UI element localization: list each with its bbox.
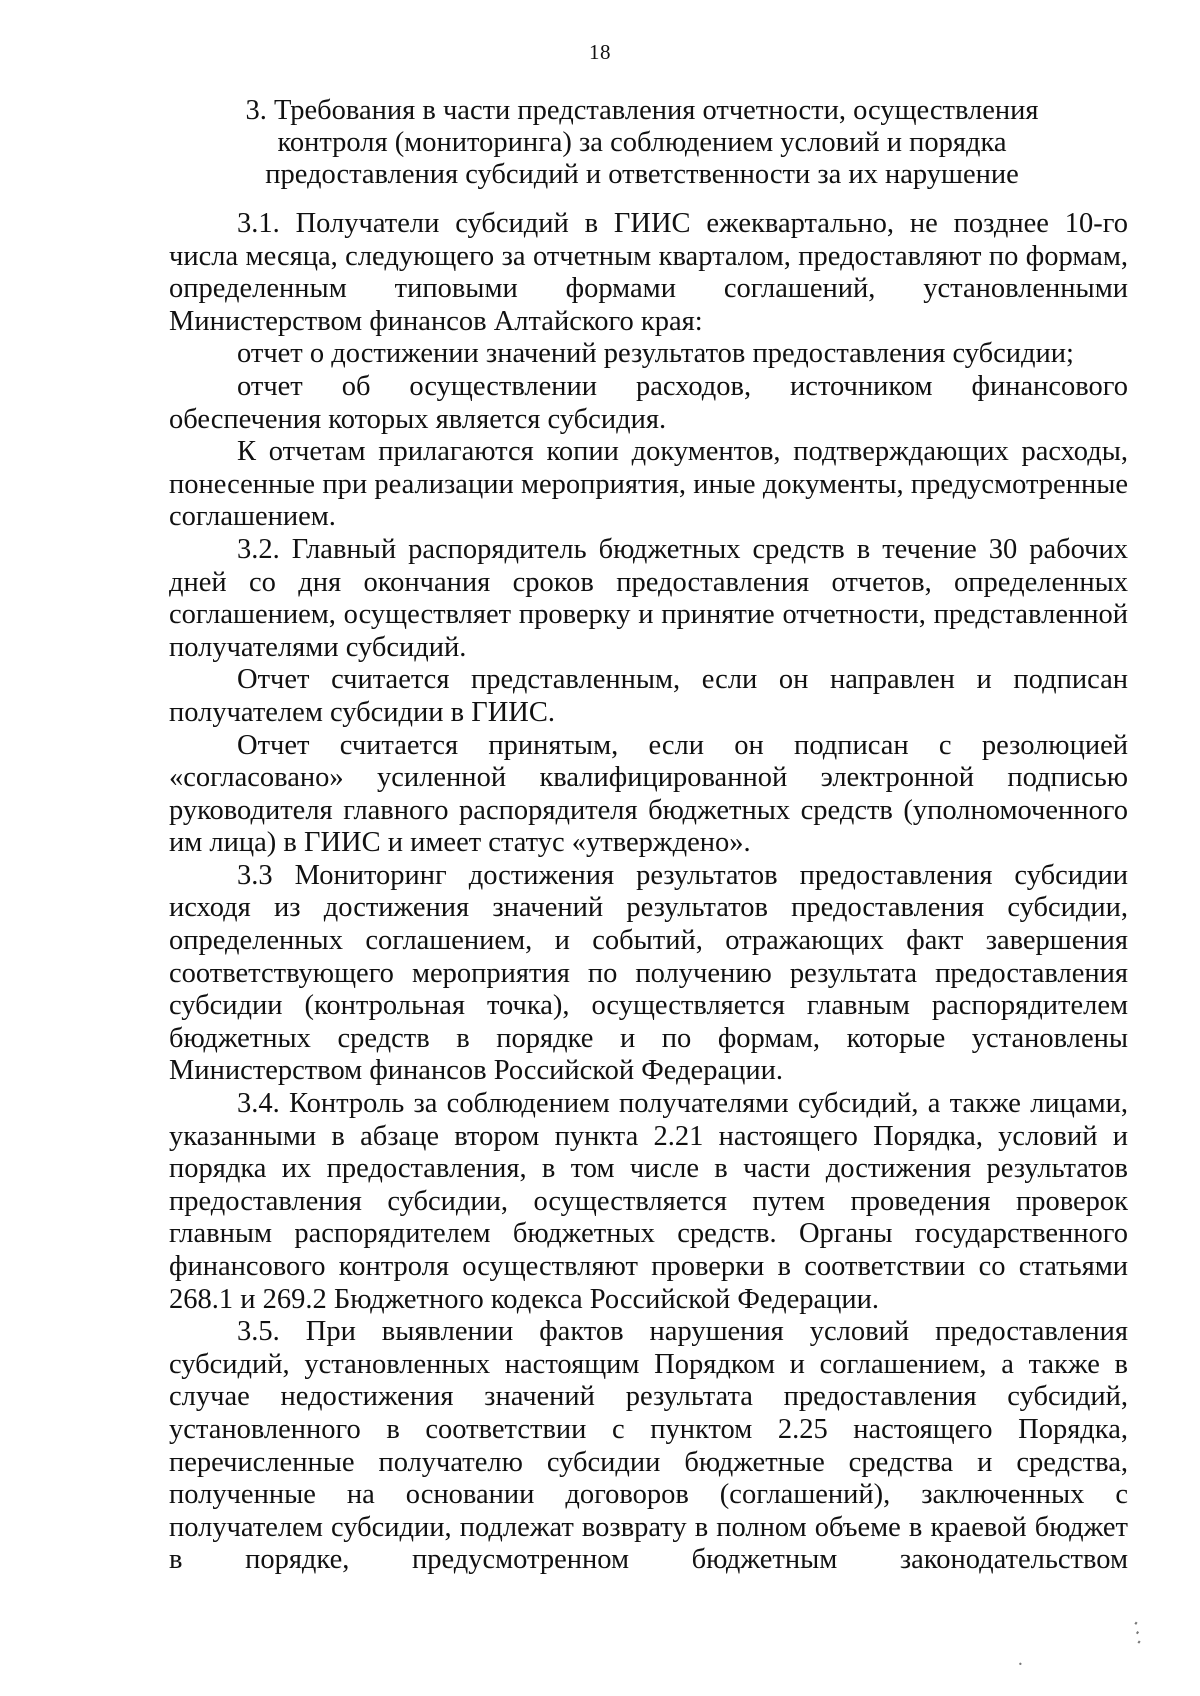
paragraph-3-4: 3.4. Контроль за соблюдением получателями субсидий, а также лицами, указанными в абзаце втором пункта 2.21 настоящего Порядка, условий и порядка их предоставления, в том числе в части достижения результатов предоставления субсидии, осуществляется путем проведения проверок главным распорядителем бюджетных средств. Органы государственного финансового контроля осуществляют проверки в соответствии со статьями 268.1 и 269.2 Бюджетного кодекса Российской Федерации.	[169, 1088, 1128, 1315]
heading-line: контроля (мониторинга) за соблюдением условий и порядка	[277, 127, 1007, 158]
paragraph-attachments: К отчетам прилагаются копии документов, подтверждающих расходы, понесенные при реализации мероприятия, иные документы, предусмотренные соглашением.	[169, 436, 1128, 533]
paragraph-3-1: 3.1. Получатели субсидий в ГИИС ежеквартально, не позднее 10-го числа месяца, следующего за отчетным кварталом, предоставляют по формам, определенным типовыми формами соглашений, установленными Министерством финансов Алтайского края:	[169, 208, 1128, 337]
paragraph-report-accepted: Отчет считается принятым, если он подписан с резолюцией «согласовано» усиленной квалифицированной электронной подписью руководителя главного распорядителя бюджетных средств (уполномоченного им лица) в ГИИС и имеет статус «утверждено».	[169, 729, 1128, 859]
section-heading	[236, 95, 1048, 191]
scan-dot: •	[1018, 1660, 1023, 1669]
scan-mark: ⋱	[1122, 1616, 1154, 1648]
document-body	[169, 208, 1128, 1577]
paragraph-3-2: 3.2. Главный распорядитель бюджетных средств в течение 30 рабочих дней со дня окончания сроков предоставления отчетов, определенных соглашением, осуществляет проверку и принятие отчетности, представленной получателями субсидий.	[169, 533, 1128, 663]
paragraph-report-submitted: Отчет считается представленным, если он направлен и подписан получателем субсидии в ГИИС.	[169, 664, 1128, 728]
heading-line: предоставления субсидий и ответственности за их нарушение	[265, 159, 1019, 190]
heading-line: 3. Требования в части представления отчетности, осуществления	[245, 95, 1039, 126]
paragraph-report-results: отчет о достижении значений результатов предоставления субсидии;	[237, 338, 1074, 370]
page-number: 18	[589, 40, 611, 64]
paragraph-report-expenses: отчет об осуществлении расходов, источником финансового обеспечения которых является субсидия.	[169, 370, 1128, 435]
paragraph-3-5: 3.5. При выявлении фактов нарушения условий предоставления субсидий, установленных настоящим Порядком и соглашением, а также в случае недостижения значений результата предоставления субсидий, установленного в соответствии с пунктом 2.25 настоящего Порядка, перечисленные получателю субсидии бюджетные средства и средства, полученные на основании договоров (соглашений), заключенных с получателем субсидии, подлежат возврату в полном объеме в краевой бюджет в порядке, предусмотренном бюджетным законодательством	[169, 1316, 1128, 1576]
paragraph-3-3: 3.3 Мониторинг достижения результатов предоставления субсидии исходя из достижения значений результатов предоставления субсидии, определенных соглашением, и событий, отражающих факт завершения соответствующего мероприятия по получению результата предоставления субсидии (контрольная точка), осуществляется главным распорядителем бюджетных средств в порядке и по формам, которые установлены Министерством финансов Российской Федерации.	[169, 859, 1128, 1087]
